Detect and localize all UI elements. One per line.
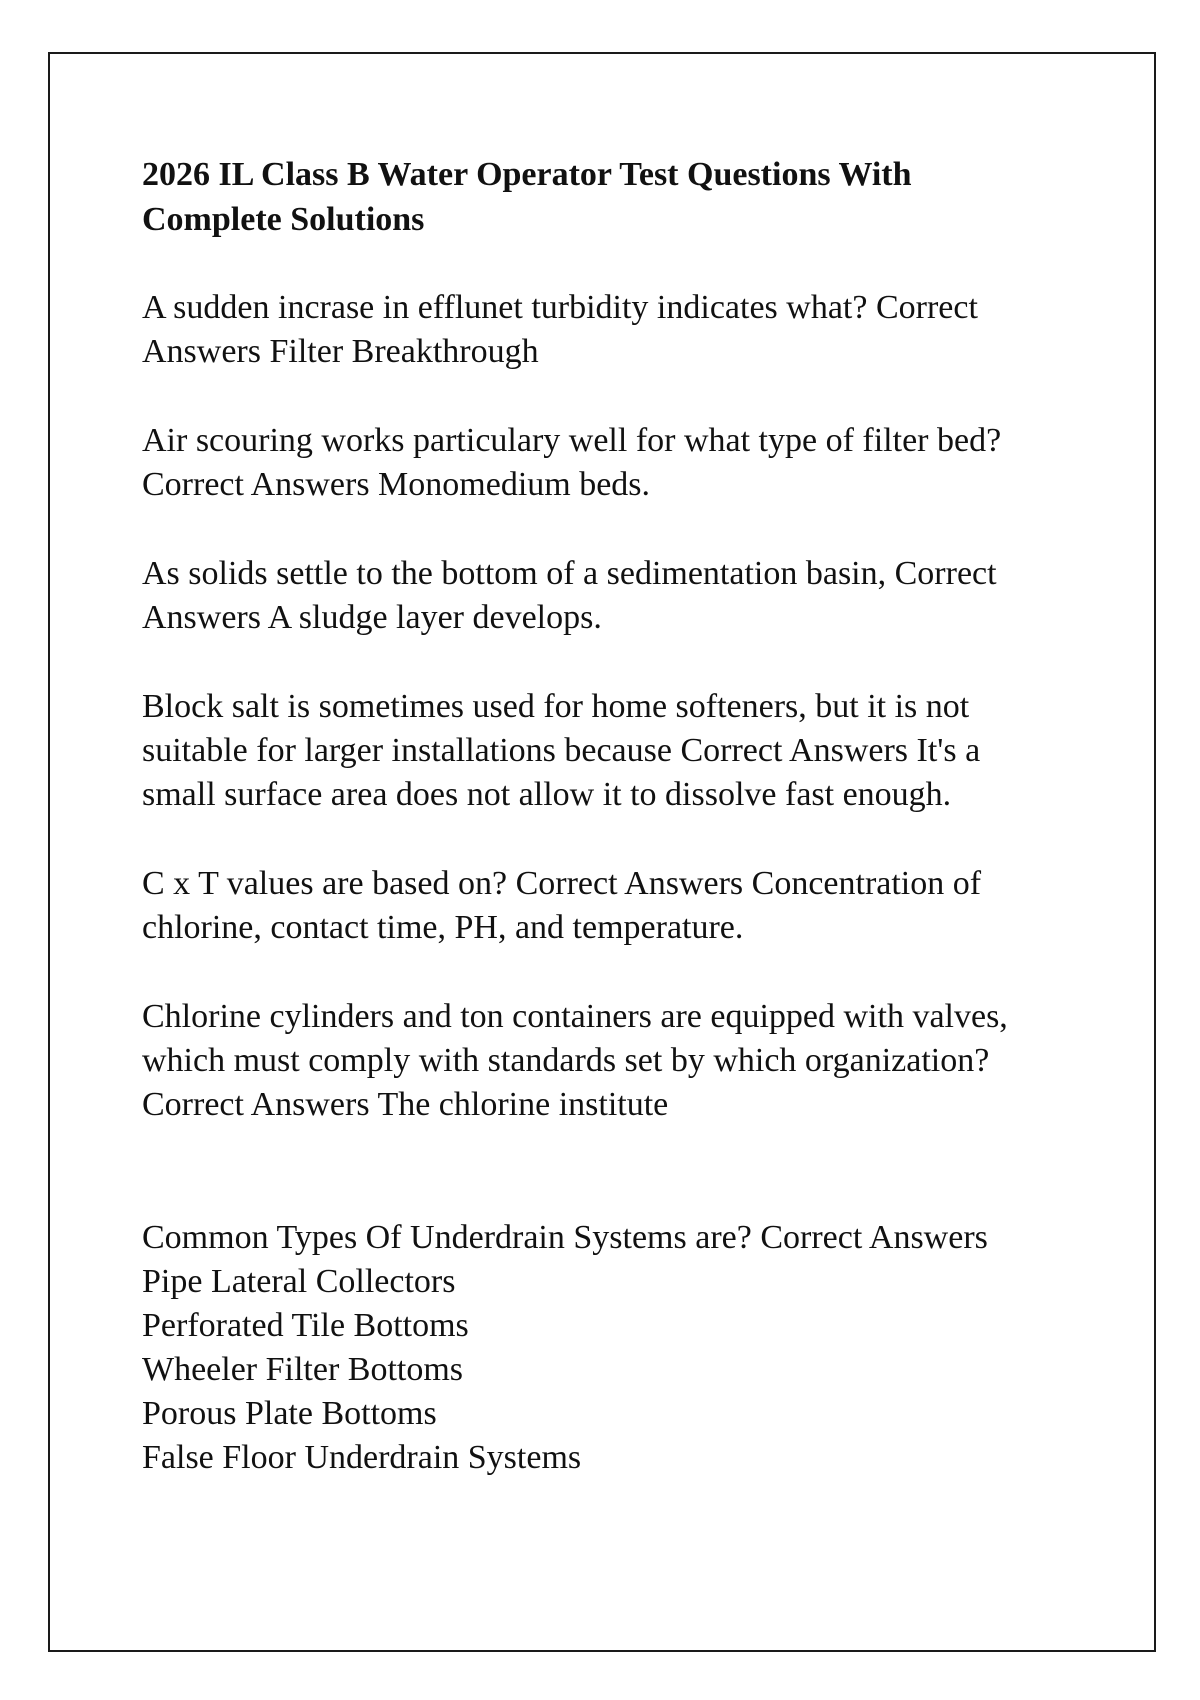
qa-item-5: C x T values are based on? Correct Answers Concentration of chlorine, contact time, PH, and temperature. — [142, 865, 982, 946]
underdrain-answer-3: Wheeler Filter Bottoms — [142, 1351, 464, 1388]
underdrain-answer-1: Pipe Lateral Collectors — [142, 1263, 456, 1300]
qa-item-1: A sudden incrase in efflunet turbidity indicates what? Correct Answers Filter Breakthrough — [142, 289, 978, 370]
qa-item-6: Chlorine cylinders and ton containers are equipped with valves, which must comply with standards set by which organization? Correct Answers The chlorine institute — [142, 998, 1008, 1123]
document-content — [142, 152, 1072, 1525]
underdrain-answer-4: Porous Plate Bottoms — [142, 1395, 437, 1432]
qa-item-7 — [142, 1172, 1072, 1480]
qa-item-7-question: Common Types Of Underdrain Systems are? Correct Answers — [142, 1219, 988, 1256]
qa-item-3: As solids settle to the bottom of a sedimentation basin, Correct Answers A sludge layer develops. — [142, 555, 997, 636]
qa-item-2: Air scouring works particulary well for what type of filter bed? Correct Answers Monomedium beds. — [142, 422, 1002, 503]
document-title: 2026 IL Class B Water Operator Test Questions With Complete Solutions — [142, 156, 912, 238]
underdrain-answer-5: False Floor Underdrain Systems — [142, 1439, 582, 1476]
underdrain-answer-2: Perforated Tile Bottoms — [142, 1307, 469, 1344]
qa-item-4: Block salt is sometimes used for home softeners, but it is not suitable for larger installations because Correct Answers It's a small surface area does not allow it to dissolve fast enough. — [142, 688, 981, 813]
